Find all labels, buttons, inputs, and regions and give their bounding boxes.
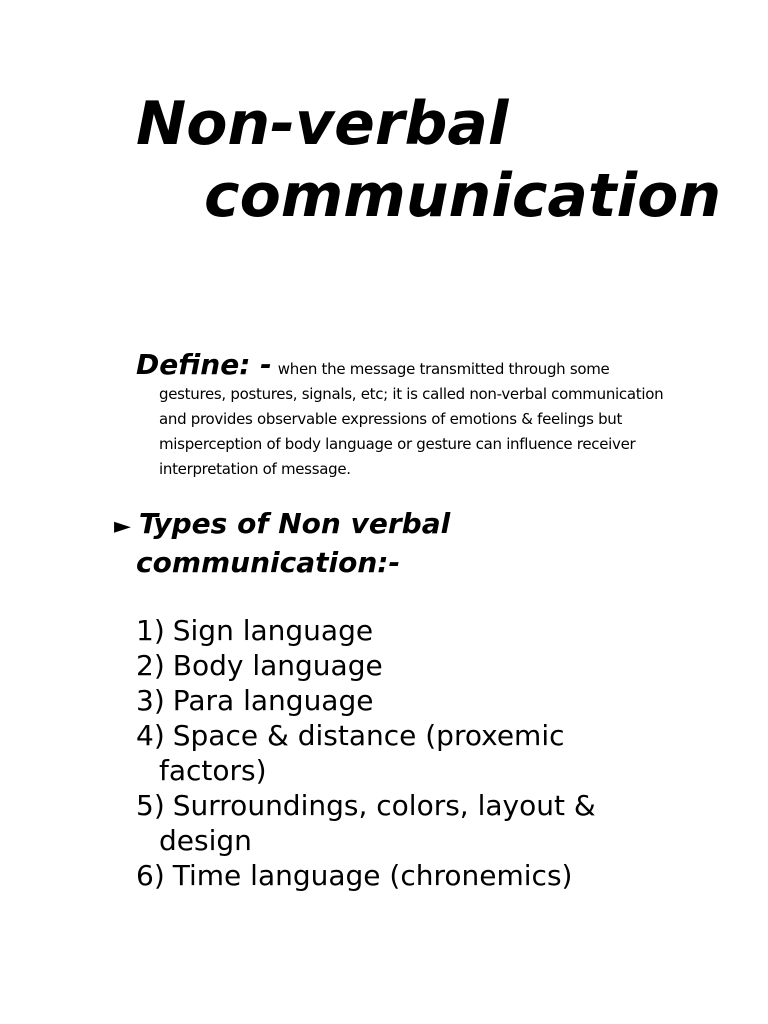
list-item-text: Space & distance (proxemic factors) bbox=[159, 719, 565, 787]
page-title: Non-verbal communication bbox=[136, 89, 722, 231]
list-item-number: 1) bbox=[136, 614, 165, 647]
bullet-arrow-icon: ► bbox=[114, 514, 131, 539]
definition-paragraph bbox=[136, 348, 679, 482]
list-item bbox=[136, 858, 676, 893]
types-heading bbox=[114, 506, 696, 581]
list-item bbox=[136, 788, 676, 858]
list-item bbox=[136, 613, 676, 648]
list-item-number: 2) bbox=[136, 649, 165, 682]
list-item-number: 5) bbox=[136, 789, 165, 822]
list-item bbox=[136, 648, 676, 683]
list-item-text: Body language bbox=[172, 649, 383, 682]
definition-text: when the message transmitted through some gestures, postures, signals, etc; it is called non-verbal communication and provides observable expressions of emotions & feelings but misperception of body language or gesture can influence receiver interpretation of message. bbox=[159, 360, 664, 478]
definition-label: Define: - bbox=[136, 348, 272, 381]
types-heading-text: Types of Non verbal communication:- bbox=[136, 507, 451, 579]
list-item-number: 3) bbox=[136, 684, 165, 717]
list-item-text: Surroundings, colors, layout & design bbox=[159, 789, 596, 857]
list-item-text: Sign language bbox=[172, 614, 374, 647]
list-item-number: 4) bbox=[136, 719, 165, 752]
list-item-number: 6) bbox=[136, 859, 165, 892]
list-item bbox=[136, 718, 676, 788]
types-list bbox=[136, 613, 676, 893]
list-item-text: Para language bbox=[172, 684, 374, 717]
list-item-text: Time language (chronemics) bbox=[172, 859, 573, 892]
list-item bbox=[136, 683, 676, 718]
